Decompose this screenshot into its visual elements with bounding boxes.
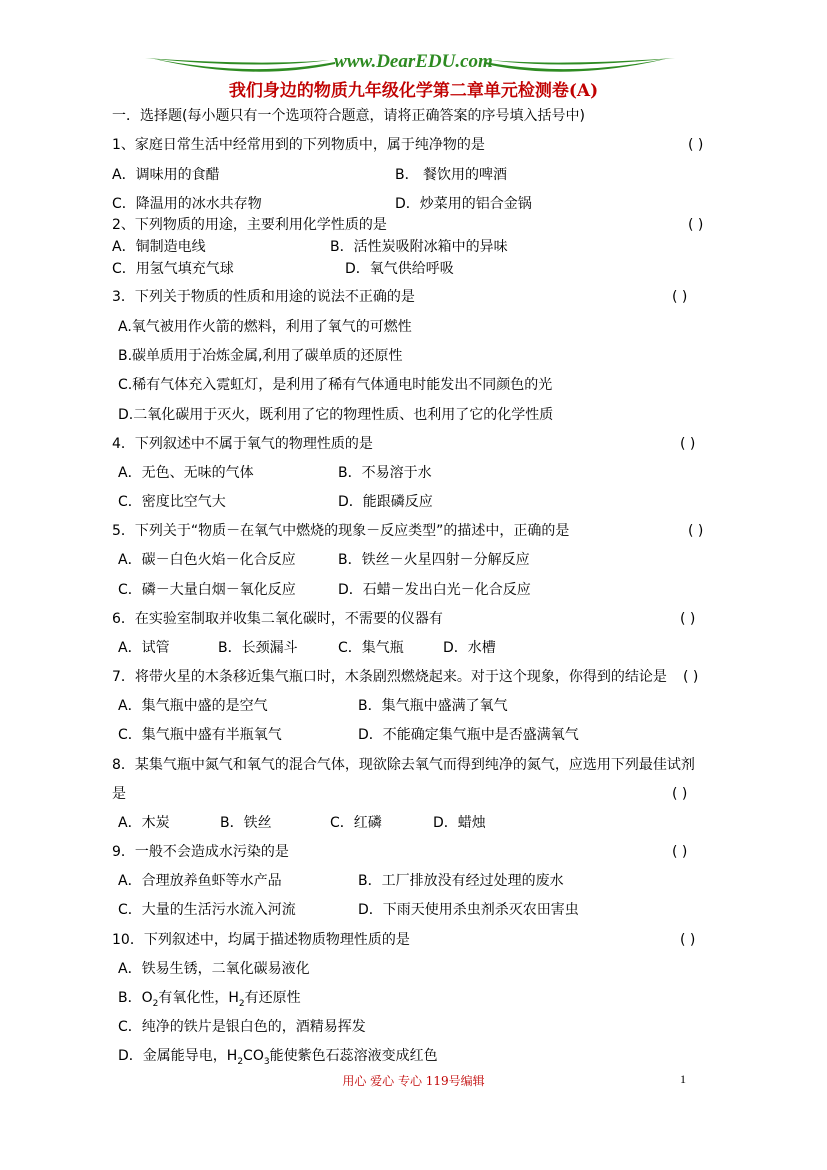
q8-answer-paren: ( )	[672, 786, 688, 802]
q4-option-a: A．无色、无味的气体	[118, 465, 254, 481]
q5-option-b: B．铁丝－火星四射－分解反应	[338, 552, 530, 568]
q8-option-a: A．木炭	[118, 815, 170, 831]
q6-option-c: C．集气瓶	[338, 640, 404, 656]
q6-option-d: D．水槽	[443, 640, 496, 656]
q9-option-c: C．大量的生活污水流入河流	[118, 902, 296, 918]
q10-b-sub-1: 2	[152, 998, 159, 1009]
q10-d-text-2: CO	[243, 1048, 264, 1064]
q3-option-d: D.二氧化碳用于灭火，既利用了它的物理性质、也利用了它的化学性质	[118, 407, 554, 423]
q2-answer-paren: ( )	[688, 217, 704, 233]
q1-option-b: B． 餐饮用的啤酒	[395, 167, 508, 183]
q1-stem: 1、家庭日常生活中经常用到的下列物质中，属于纯净物的是	[112, 137, 485, 153]
q5-option-c: C．磷－大量白烟－氧化反应	[118, 582, 296, 598]
q8-stem-continued: 是	[112, 786, 126, 802]
q3-stem: 3．下列关于物质的性质和用途的说法不正确的是	[112, 289, 415, 305]
q10-option-b	[118, 989, 301, 1013]
q3-option-a: A.氧气被用作火箭的燃料，利用了氧气的可燃性	[118, 319, 412, 335]
q4-option-d: D．能跟磷反应	[338, 494, 433, 510]
q9-option-b: B．工厂排放没有经过处理的废水	[358, 873, 564, 889]
q10-option-d	[118, 1047, 438, 1071]
q8-option-d: D．蜡烛	[433, 815, 486, 831]
q7-option-b: B．集气瓶中盛满了氧气	[358, 698, 508, 714]
q2-option-b: B．活性炭吸附冰箱中的异味	[330, 239, 508, 255]
q10-d-text-1: D．金属能导电，H	[118, 1048, 238, 1064]
q8-option-b: B．铁丝	[220, 815, 272, 831]
q4-stem: 4．下列叙述中不属于氧气的物理性质的是	[112, 436, 373, 452]
q9-option-d: D．下雨天使用杀虫剂杀灭农田害虫	[358, 902, 579, 918]
q4-option-b: B．不易溶于水	[338, 465, 432, 481]
q10-option-c: C．纯净的铁片是银白色的，酒精易挥发	[118, 1019, 366, 1035]
q9-option-a: A．合理放养鱼虾等水产品	[118, 873, 282, 889]
q10-b-text-1: B．O	[118, 990, 153, 1006]
q4-option-c: C．密度比空气大	[118, 494, 226, 510]
q8-option-c: C．红磷	[330, 815, 382, 831]
q1-option-d: D．炒菜用的铝合金锅	[395, 196, 532, 212]
q5-option-d: D．石蜡－发出白光－化合反应	[338, 582, 531, 598]
q7-stem: 7．将带火星的木条移近集气瓶口时，木条剧烈燃烧起来。对于这个现象，你得到的结论是	[112, 669, 667, 685]
q10-stem: 10．下列叙述中，均属于描述物质物理性质的是	[112, 932, 410, 948]
q10-b-sub-2: 2	[238, 998, 245, 1009]
q2-option-d: D．氧气供给呼吸	[345, 261, 454, 277]
q10-d-sub-2: 3	[263, 1056, 270, 1067]
q10-option-a: A．铁易生锈，二氧化碳易液化	[118, 961, 310, 977]
q9-answer-paren: ( )	[672, 844, 688, 860]
q5-answer-paren: ( )	[688, 523, 704, 539]
site-url[interactable]: www.DearEDU.com	[334, 51, 493, 72]
q3-answer-paren: ( )	[672, 289, 688, 305]
q2-option-c: C．用氢气填充气球	[112, 261, 234, 277]
q5-stem: 5．下列关于“物质－在氧气中燃烧的现象－反应类型”的描述中，正确的是	[112, 523, 570, 539]
q10-d-text-3: 能使紫色石蕊溶液变成红色	[269, 1048, 438, 1064]
q9-stem: 9．一般不会造成水污染的是	[112, 844, 289, 860]
q7-option-c: C．集气瓶中盛有半瓶氧气	[118, 727, 282, 743]
q6-option-b: B．长颈漏斗	[218, 640, 298, 656]
q6-answer-paren: ( )	[680, 611, 696, 627]
q6-option-a: A．试管	[118, 640, 170, 656]
q10-b-text-2: 有氧化性，H	[158, 990, 239, 1006]
q3-option-b: B.碳单质用于冶炼金属,利用了碳单质的还原性	[118, 348, 403, 364]
footer-text: 用心 爱心 专心 119号编辑	[342, 1074, 485, 1088]
q8-stem: 8．某集气瓶中氮气和氧气的混合气体，现欲除去氧气而得到纯净的氮气，应选用下列最佳试剂	[112, 757, 695, 773]
page-number: 1	[680, 1072, 686, 1086]
section-heading: 一．选择题(每小题只有一个选项符合题意，请将正确答案的序号填入括号中)	[112, 108, 585, 124]
q7-answer-paren: ( )	[683, 669, 699, 685]
q1-option-c: C．降温用的冰水共存物	[112, 196, 262, 212]
q5-option-a: A．碳－白色火焰－化合反应	[118, 552, 296, 568]
q10-answer-paren: ( )	[680, 932, 696, 948]
q3-option-c: C.稀有气体充入霓虹灯，是利用了稀有气体通电时能发出不同颜色的光	[118, 377, 553, 393]
q4-answer-paren: ( )	[680, 436, 696, 452]
q2-option-a: A．铜制造电线	[112, 239, 206, 255]
q1-answer-paren: ( )	[688, 137, 704, 153]
q1-option-a: A．调味用的食醋	[112, 167, 220, 183]
q7-option-d: D．不能确定集气瓶中是否盛满氧气	[358, 727, 579, 743]
q10-b-text-3: 有还原性	[244, 990, 301, 1006]
q6-stem: 6．在实验室制取并收集二氧化碳时，不需要的仪器有	[112, 611, 443, 627]
page-title: 我们身边的物质九年级化学第二章单元检测卷(A)	[228, 81, 599, 101]
q7-option-a: A．集气瓶中盛的是空气	[118, 698, 268, 714]
q2-stem: 2、下列物质的用途，主要利用化学性质的是	[112, 217, 387, 233]
q10-d-sub-1: 2	[237, 1056, 244, 1067]
